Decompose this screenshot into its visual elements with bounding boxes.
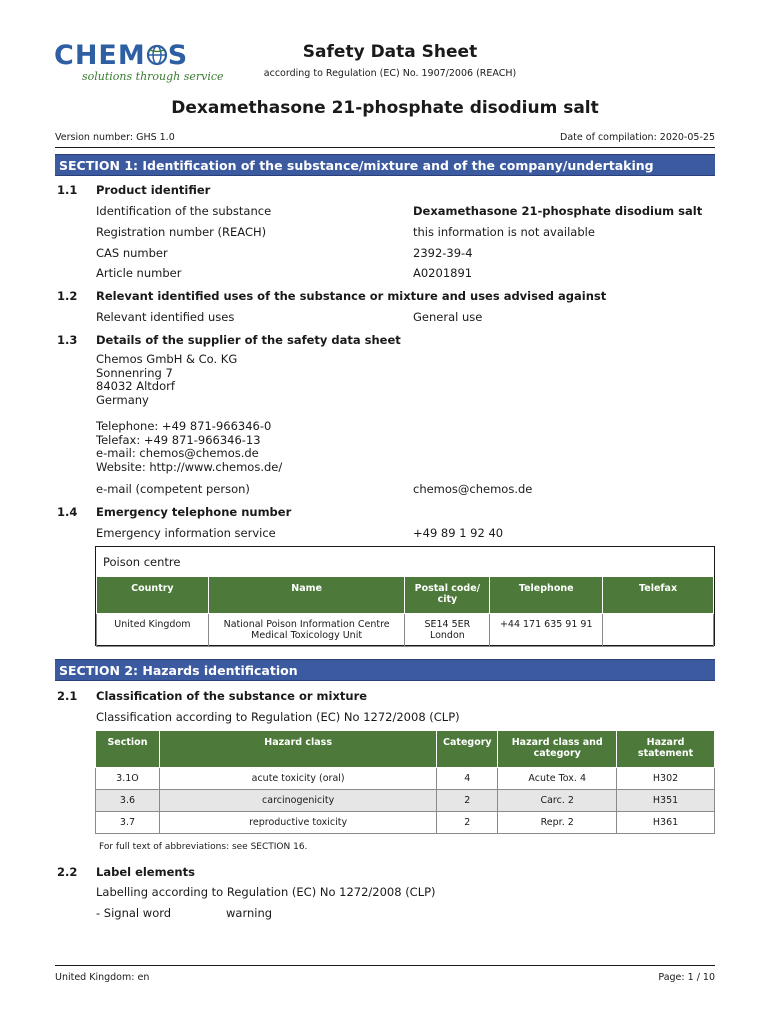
section-2-2-number: 2.2 xyxy=(57,865,78,879)
cas-value: 2392-39-4 xyxy=(413,246,473,260)
column-header: Section xyxy=(96,731,160,768)
substance-title: Dexamethasone 21-phosphate disodium salt xyxy=(171,98,599,118)
column-header: Country xyxy=(97,577,209,614)
table-cell: 4 xyxy=(437,768,498,790)
signal-word-value: warning xyxy=(226,906,273,920)
address-line: 84032 Altdorf xyxy=(96,379,175,393)
table-row xyxy=(96,812,715,834)
table-cell: SE14 5ER London xyxy=(405,614,490,647)
telephone-line: Telephone: +49 871-966346-0 xyxy=(96,419,272,433)
table-cell: H302 xyxy=(617,768,715,790)
column-header: Name xyxy=(208,577,405,614)
competent-email-value[interactable]: chemos@chemos.de xyxy=(413,482,533,496)
table-cell: H351 xyxy=(617,790,715,812)
table-cell: 3.1O xyxy=(96,768,160,790)
section-1-3-heading: Details of the supplier of the safety data sheet xyxy=(96,333,401,347)
globe-icon xyxy=(146,44,168,66)
footer-language: United Kingdom: en xyxy=(55,972,150,983)
column-header: Telephone xyxy=(490,577,603,614)
section-2-banner: SECTION 2: Hazards identification xyxy=(55,659,715,681)
supplier-contact xyxy=(96,420,282,474)
column-header: Telefax xyxy=(603,577,714,614)
table-cell: +44 171 635 91 91 xyxy=(490,614,603,647)
address-line: Sonnenring 7 xyxy=(96,365,173,380)
column-header: Postal code/ city xyxy=(405,577,490,614)
column-header: Category xyxy=(437,731,498,768)
table-cell: Acute Tox. 4 xyxy=(498,768,617,790)
compilation-date: Date of compilation: 2020-05-25 xyxy=(560,132,715,143)
registration-label: Registration number (REACH) xyxy=(96,225,267,239)
table-cell: reproductive toxicity xyxy=(159,812,436,834)
section-1-banner: SECTION 1: Identification of the substance/mixture and of the company/undertaking xyxy=(55,154,715,176)
competent-email-label: e-mail (competent person) xyxy=(96,482,250,496)
hazard-classification-table xyxy=(95,730,715,834)
poison-centre-box xyxy=(95,546,715,646)
document-title: Safety Data Sheet xyxy=(302,42,478,62)
table-cell: Repr. 2 xyxy=(498,812,617,834)
cas-label: CAS number xyxy=(96,246,168,260)
table-row xyxy=(96,768,715,790)
emergency-label: Emergency information service xyxy=(96,526,276,540)
column-header: Hazard class and category xyxy=(498,731,617,768)
section-2-1-number: 2.1 xyxy=(57,689,78,703)
column-header: Hazard statement xyxy=(617,731,715,768)
article-label: Article number xyxy=(96,266,182,280)
table-cell: 2 xyxy=(437,790,498,812)
registration-value: this information is not available xyxy=(413,225,595,239)
footer-divider xyxy=(55,965,715,966)
address-line: Chemos GmbH & Co. KG xyxy=(96,352,238,366)
table-header-row xyxy=(96,731,715,768)
signal-word-label: - Signal word xyxy=(96,906,172,920)
emergency-value: +49 89 1 92 40 xyxy=(413,526,504,540)
table-header-row xyxy=(97,577,714,614)
logo-text-after: S xyxy=(167,40,189,71)
labelling-subheading: Labelling according to Regulation (EC) No 1272/2008 (CLP) xyxy=(96,885,436,899)
table-cell xyxy=(603,614,714,647)
section-1-1-heading: Product identifier xyxy=(96,183,211,197)
abbreviation-note: For full text of abbreviations: see SECTION 16. xyxy=(99,842,308,852)
section-1-2-number: 1.2 xyxy=(57,289,78,303)
logo-text-before: CHEM xyxy=(54,40,146,71)
logo-wordmark xyxy=(54,40,188,71)
section-1-4-heading: Emergency telephone number xyxy=(96,505,292,519)
table-cell: 2 xyxy=(437,812,498,834)
table-cell: 3.7 xyxy=(96,812,160,834)
section-1-3-number: 1.3 xyxy=(57,333,78,347)
page-number: Page: 1 / 10 xyxy=(658,972,715,983)
column-header: Hazard class xyxy=(159,731,436,768)
table-row xyxy=(97,614,714,647)
email-line[interactable]: e-mail: chemos@chemos.de xyxy=(96,446,259,460)
logo-tagline: solutions through service xyxy=(82,70,224,83)
table-cell: 3.6 xyxy=(96,790,160,812)
article-value: A0201891 xyxy=(413,266,473,280)
document-subtitle: according to Regulation (EC) No. 1907/2006 (REACH) xyxy=(263,68,517,79)
chemos-logo xyxy=(54,40,224,90)
poison-centre-title: Poison centre xyxy=(103,555,181,569)
identified-uses-value: General use xyxy=(413,310,483,324)
section-2-1-heading: Classification of the substance or mixture xyxy=(96,689,368,703)
table-cell: National Poison Information Centre Medical Toxicology Unit xyxy=(208,614,405,647)
section-2-2-heading: Label elements xyxy=(96,865,195,879)
version-number: Version number: GHS 1.0 xyxy=(55,132,175,143)
section-1-2-heading: Relevant identified uses of the substance or mixture and uses advised against xyxy=(96,289,607,303)
section-1-4-number: 1.4 xyxy=(57,505,78,519)
table-cell: United Kingdom xyxy=(97,614,209,647)
table-cell: H361 xyxy=(617,812,715,834)
supplier-address xyxy=(96,353,237,407)
address-line: Germany xyxy=(96,392,149,407)
identified-uses-label: Relevant identified uses xyxy=(96,310,235,324)
table-row xyxy=(96,790,715,812)
section-1-1-number: 1.1 xyxy=(57,183,78,197)
poison-centre-table xyxy=(96,576,714,647)
table-cell: Carc. 2 xyxy=(498,790,617,812)
header-divider xyxy=(55,147,715,148)
substance-id-label: Identification of the substance xyxy=(96,204,272,218)
classification-subheading: Classification according to Regulation (EC) No 1272/2008 (CLP) xyxy=(96,710,460,724)
website-line[interactable]: Website: http://www.chemos.de/ xyxy=(96,459,283,474)
table-cell: acute toxicity (oral) xyxy=(159,768,436,790)
table-cell: carcinogenicity xyxy=(159,790,436,812)
telefax-line: Telefax: +49 871-966346-13 xyxy=(96,432,261,447)
substance-id-value: Dexamethasone 21-phosphate disodium salt xyxy=(413,204,703,218)
